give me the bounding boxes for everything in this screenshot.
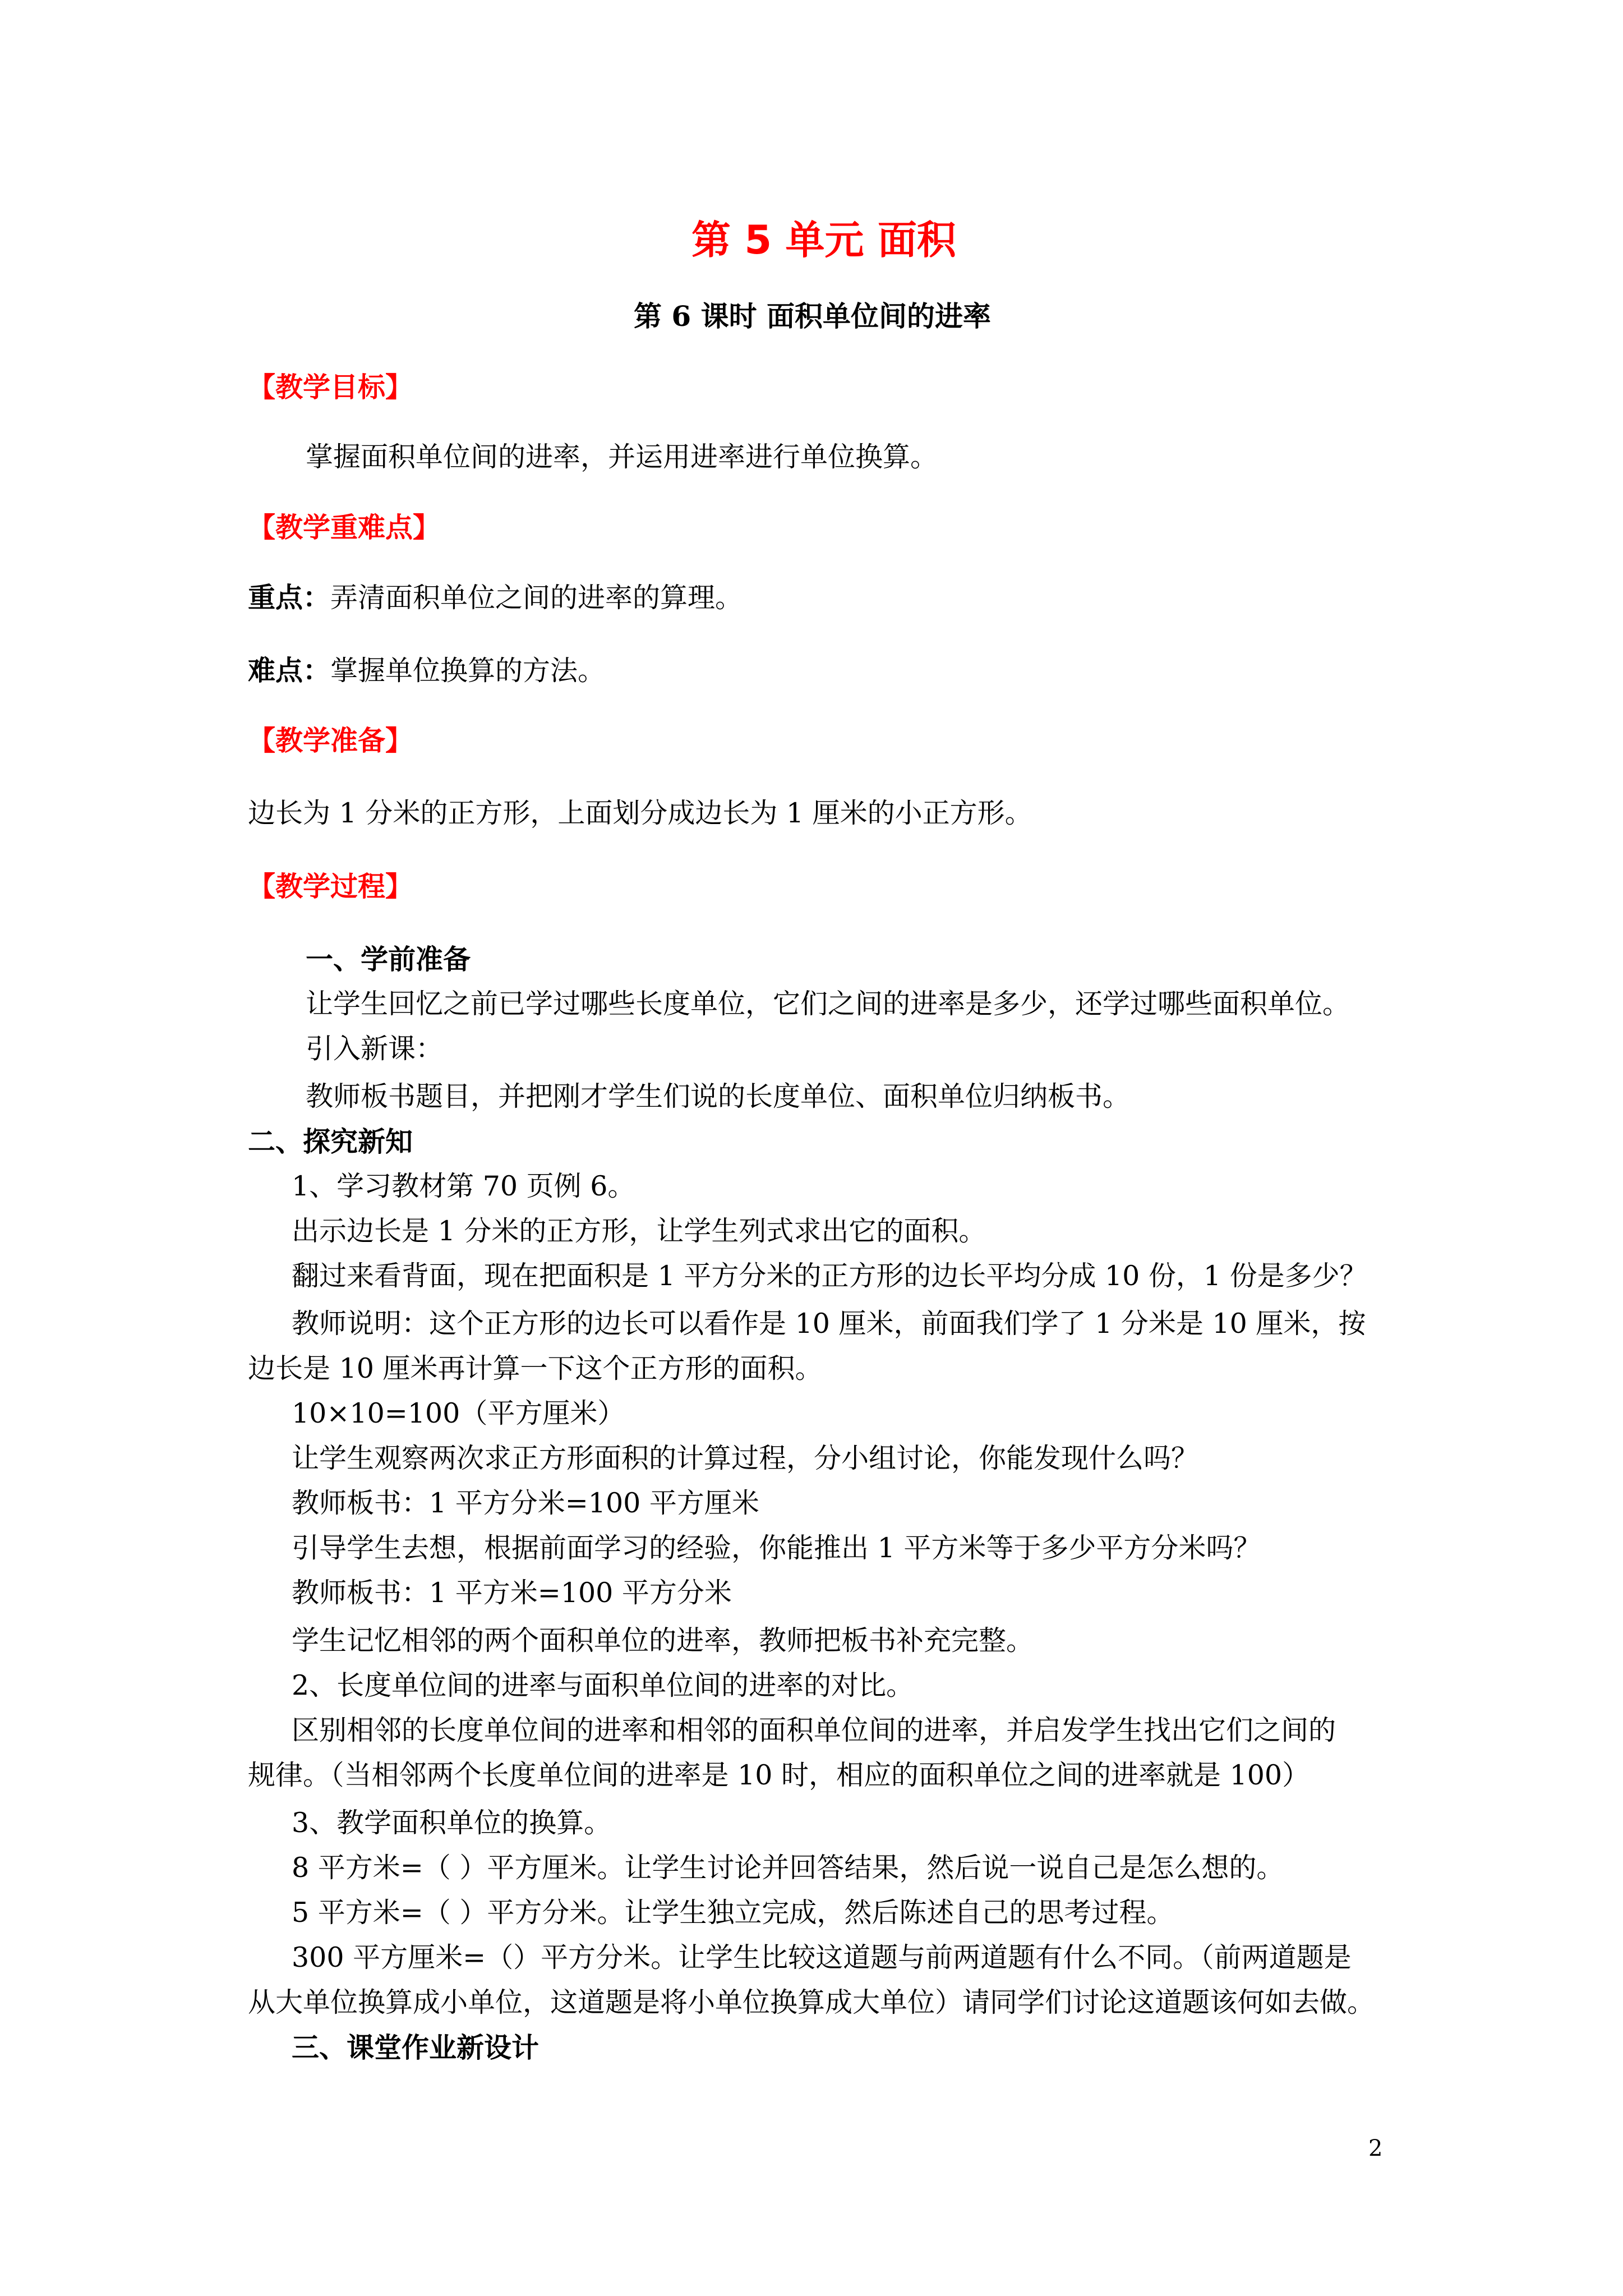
goal-text: 掌握面积单位间的进率，并运用进率进行单位换算。 — [306, 441, 938, 473]
paragraph: 5 平方米=（ ）平方分米。让学生独立完成，然后陈述自己的思考过程。 — [292, 1897, 1174, 1929]
prep-heading: 【教学准备】 — [248, 724, 413, 757]
paragraph: 翻过来看背面，现在把面积是 1 平方分米的正方形的边长平均分成 10 份，1 份是多少？ — [292, 1260, 1367, 1292]
paragraph: 8 平方米=（ ）平方厘米。让学生讨论并回答结果，然后说一说自己是怎么想的。 — [292, 1852, 1284, 1884]
lesson-title: 第 6 课时 面积单位间的进率 — [634, 300, 992, 333]
paragraph: 3、教学面积单位的换算。 — [292, 1807, 612, 1839]
paragraph: 1、学习教材第 70 页例 6。 — [292, 1170, 635, 1202]
paragraph: 教师板书：1 平方米=100 平方分米 — [292, 1577, 732, 1609]
unit-title: 第 5 单元 面积 — [691, 217, 956, 263]
key-point — [248, 581, 743, 615]
hard-point — [248, 654, 605, 688]
section-3-heading: 三、课堂作业新设计 — [292, 2031, 540, 2064]
paragraph: 引入新课： — [306, 1033, 444, 1065]
process-heading: 【教学过程】 — [248, 870, 413, 903]
prep-text: 边长为 1 分米的正方形，上面划分成边长为 1 厘米的小正方形。 — [248, 797, 1032, 829]
hard-label: 难点： — [248, 654, 331, 687]
difficulty-heading: 【教学重难点】 — [248, 511, 441, 544]
paragraph: 教师说明：这个正方形的边长可以看作是 10 厘米，前面我们学了 1 分米是 10 厘米，按 — [292, 1308, 1366, 1340]
key-label: 重点： — [248, 581, 331, 614]
hard-text: 掌握单位换算的方法。 — [330, 655, 606, 687]
key-text: 弄清面积单位之间的进率的算理。 — [330, 582, 743, 614]
paragraph: 从大单位换算成小单位，这道题是将小单位换算成大单位）请同学们讨论这道题该何如去做。 — [248, 1986, 1375, 2018]
paragraph: 学生记忆相邻的两个面积单位的进率，教师把板书补充完整。 — [292, 1625, 1034, 1657]
goal-heading: 【教学目标】 — [248, 371, 413, 403]
paragraph: 规律。（当相邻两个长度单位间的进率是 10 时，相应的面积单位之间的进率就是 100） — [248, 1759, 1310, 1791]
paragraph: 教师板书题目，并把刚才学生们说的长度单位、面积单位归纳板书。 — [306, 1080, 1131, 1112]
section-2-heading: 二、探究新知 — [248, 1125, 413, 1158]
paragraph: 教师板书：1 平方分米=100 平方厘米 — [292, 1487, 759, 1519]
paragraph: 出示边长是 1 分米的正方形，让学生列式求出它的面积。 — [292, 1215, 986, 1247]
formula: 10×10=100（平方厘米） — [292, 1397, 625, 1429]
paragraph: 让学生观察两次求正方形面积的计算过程，分小组讨论，你能发现什么吗？ — [292, 1442, 1199, 1474]
paragraph: 2、长度单位间的进率与面积单位间的进率的对比。 — [292, 1669, 914, 1701]
paragraph: 300 平方厘米=（）平方分米。让学生比较这道题与前两道题有什么不同。（前两道题是 — [292, 1941, 1352, 1973]
paragraph: 边长是 10 厘米再计算一下这个正方形的面积。 — [248, 1352, 823, 1384]
paragraph: 引导学生去想，根据前面学习的经验，你能推出 1 平方米等于多少平方分米吗？ — [292, 1532, 1261, 1564]
paragraph: 区别相邻的长度单位间的进率和相邻的面积单位间的进率，并启发学生找出它们之间的 — [292, 1714, 1336, 1746]
section-1-heading: 一、学前准备 — [306, 943, 471, 976]
page-number: 2 — [1368, 2136, 1383, 2161]
paragraph: 让学生回忆之前已学过哪些长度单位，它们之间的进率是多少，还学过哪些面积单位。 — [306, 988, 1350, 1020]
